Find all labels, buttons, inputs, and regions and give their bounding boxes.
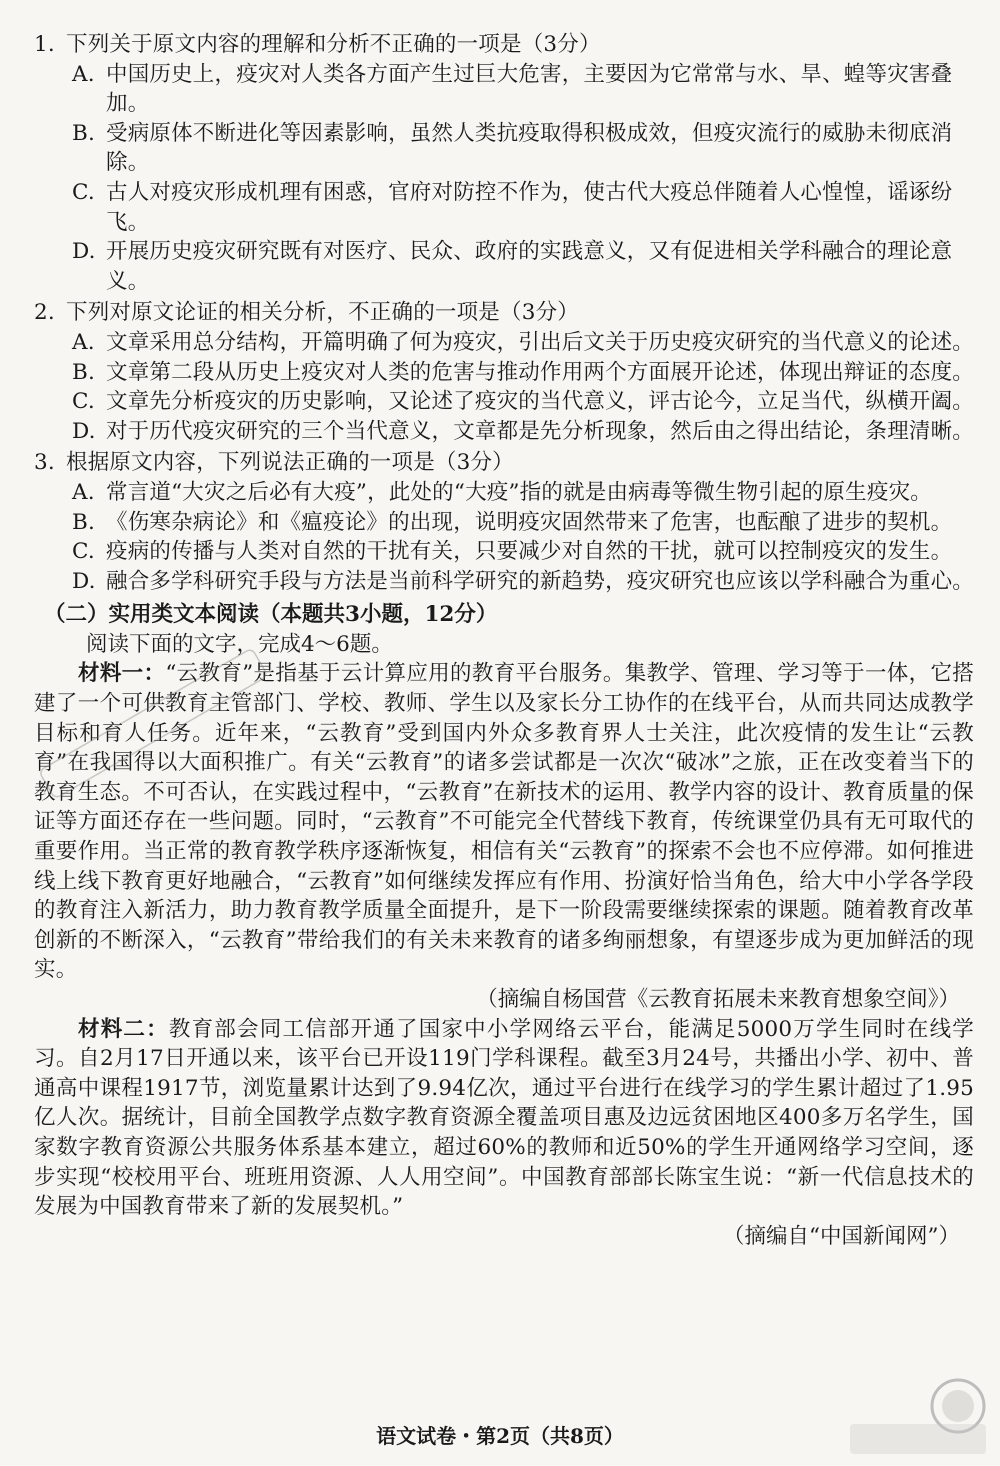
option-key: C. [72, 389, 95, 415]
option-text: 常言道“大灾之后必有大疫”，此处的“大疫”指的就是由病毒等微生物引起的原生疫灾。 [106, 479, 932, 505]
option-text: 文章先分析疫灾的历史影响，又论述了疫灾的当代意义，评古论今，立足当代，纵横开阖。 [106, 389, 975, 415]
option-key: C. [72, 179, 95, 205]
question-number: 3. [34, 450, 55, 476]
option-text: 中国历史上，疫灾对人类各方面产生过巨大危害，主要因为它常常与水、旱、蝗等灾害叠加。 [106, 61, 953, 117]
question-2 [34, 298, 974, 446]
question-stem [34, 298, 974, 328]
option-text: 文章第二段从历史上疫灾对人类的危害与推动作用两个方面展开论述，体现出辩证的态度。 [106, 359, 975, 385]
answer-option [34, 237, 974, 296]
answer-option [34, 328, 974, 358]
material-two-paragraph [34, 1015, 974, 1222]
question-stem-text: 下列关于原文内容的理解和分析不正确的一项是（3分） [66, 32, 601, 57]
option-key: A. [72, 61, 95, 87]
option-key: B. [72, 509, 96, 535]
section-heading: （二）实用类文本阅读（本题共3小题，12分） [44, 602, 498, 628]
answer-option [34, 478, 974, 508]
material-two-text: 教育部会同工信部开通了国家中小学网络云平台，能满足5000万学生同时在线学习。自2月17日开通以来，该平台已开设119门学科课程。截至3月24号，共播出小学、初中、普通高中课程1917节，浏览量累计达到了9.94亿次，通过平台进行在线学习的学生累计超过了1.95亿人次。据统计，目前全国教学点数字教育资源全覆盖项目惠及边远贫困地区400多万名学生，国家数字教育资源公共服务体系基本建立，超过60%的教师和近50%的学生开通网络学习空间，逐步实现“校校用平台、班班用资源、人人用空间”。中国教育部部长陈宝生说：“新一代信息技术的发展为中国教育带来了新的发展契机。” [34, 1016, 974, 1220]
question-number: 2. [34, 300, 55, 326]
option-text: 融合多学科研究手段与方法是当前科学研究的新趋势，疫灾研究也应该以学科融合为重心。 [106, 568, 975, 594]
option-key: B. [72, 120, 96, 146]
answer-option [34, 119, 974, 178]
material-one-paragraph [34, 659, 974, 985]
answer-option [34, 178, 974, 237]
answer-option [34, 567, 974, 597]
material-one-label: 材料一： [78, 661, 166, 687]
material-one-source: （摘编自杨国营《云教育拓展未来教育想象空间》） [476, 987, 960, 1012]
option-text: 开展历史疫灾研究既有对医疗、民众、政府的实践意义，又有促进相关学科融合的理论意义。 [106, 239, 953, 294]
option-text: 古人对疫灾形成机理有困惑，官府对防控不作为，使古代大疫总伴随着人心惶惶，谣诼纷飞。 [106, 179, 953, 235]
answer-option [34, 358, 974, 388]
question-number: 1. [34, 32, 55, 57]
option-key: D. [72, 418, 96, 444]
material-two-label: 材料二： [78, 1016, 169, 1042]
material-two-source: （摘编自“中国新闻网”） [723, 1223, 960, 1249]
question-stem-text: 下列对原文论证的相关分析，不正确的一项是（3分） [66, 300, 579, 326]
option-key: C. [72, 539, 95, 565]
question-3 [34, 448, 974, 596]
answer-option [34, 537, 974, 567]
option-key: B. [72, 359, 96, 385]
question-list [34, 30, 974, 596]
material-one-text: “云教育”是指基于云计算应用的教育平台服务。集教学、管理、学习等于一体，它搭建了一个可供教育主管部门、学校、教师、学生以及家长分工协作的在线平台，从而共同达成教学目标和育人任务。近年来，“云教育”受到国内外众多教育界人士关注，此次疫情的发生让“云教育”在我国得以大面积推广。有关“云教育”的诸多尝试都是一次次“破冰”之旅，正在改变着当下的教育生态。不可否认，在实践过程中，“云教育”在新技术的运用、教学内容的设计、教育质量的保证等方面还存在一些问题。同时，“云教育”不可能完全代替线下教育，传统课堂仍具有无可取代的重要作用。当正常的教育教学秩序逐渐恢复，相信有关“云教育”的探索不会也不应停滞。如何推进线上线下教育更好地融合，“云教育”如何继续发挥应有作用、扮演好恰当角色，给大中小学各学段的教育注入新活力，助力教育教学质量全面提升，是下一阶段需要继续探索的课题。随着教育改革创新的不断深入，“云教育”带给我们的有关未来教育的诸多绚丽想象，有望逐步成为更加鲜活的现实。 [34, 661, 974, 983]
option-key: A. [72, 479, 95, 505]
page-footer: 语文试卷・第2页（共8页） [376, 1424, 624, 1448]
answer-option [34, 387, 974, 417]
answer-option [34, 417, 974, 447]
answer-option [34, 508, 974, 538]
question-stem-text: 根据原文内容，下列说法正确的一项是（3分） [66, 450, 514, 476]
option-text: 文章采用总分结构，开篇明确了何为疫灾，引出后文关于历史疫灾研究的当代意义的论述。 [106, 329, 975, 355]
answer-option [34, 60, 974, 119]
option-text: 对于历代疫灾研究的三个当代意义，文章都是先分析现象，然后由之得出结论，条理清晰。 [106, 418, 975, 444]
section-instruction: 阅读下面的文字，完成4～6题。 [86, 631, 393, 657]
question-stem [34, 448, 974, 478]
option-key: D. [72, 239, 96, 265]
option-key: A. [72, 329, 95, 355]
option-text: 受病原体不断进化等因素影响，虽然人类抗疫取得积极成效，但疫灾流行的威胁未彻底消除。 [106, 120, 953, 176]
question-stem [34, 30, 974, 60]
option-text: 《伤寒杂病论》和《瘟疫论》的出现，说明疫灾固然带来了危害，也酝酿了进步的契机。 [106, 509, 953, 535]
option-key: D. [72, 568, 96, 594]
question-1 [34, 30, 974, 296]
option-text: 疫病的传播与人类对自然的干扰有关，只要减少对自然的干扰，就可以控制疫灾的发生。 [106, 539, 953, 565]
